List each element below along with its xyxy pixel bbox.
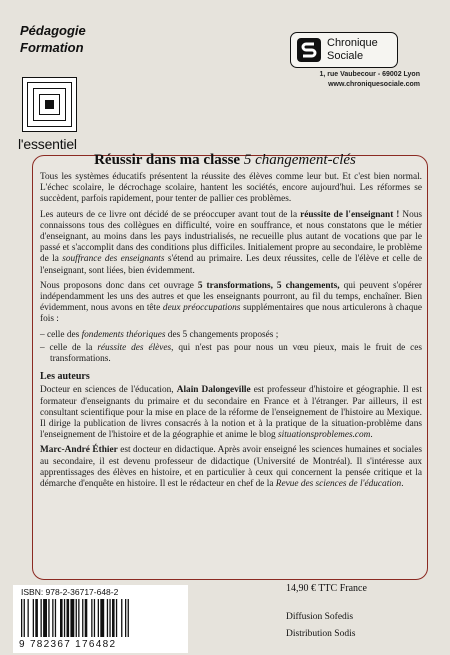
publisher-name-line2: Sociale [327, 50, 364, 62]
barcode-bar [125, 599, 126, 637]
book-title-main: Réussir dans ma classe [94, 152, 241, 168]
series-block [20, 22, 130, 56]
barcode-digits: 9 782367 176482 [19, 639, 117, 650]
publisher-website: www.chroniquesociale.com [328, 81, 420, 88]
list-item: – celle des fondements théoriques des 5 changements proposés ; [40, 329, 279, 340]
barcode-bar [109, 599, 110, 637]
barcode-bar [70, 599, 74, 637]
barcode-bar [33, 599, 34, 637]
authors-heading: Les auteurs [40, 371, 90, 383]
barcode-bar [24, 599, 25, 637]
collection-name: l'essentiel [18, 136, 77, 152]
barcode-bar [28, 599, 29, 637]
barcode-bar [112, 599, 115, 637]
blurb-paragraph-1: Tous les systèmes éducatifs présentent la réussite des élèves comme leur but. Et c'est bien normal. L'échec scolaire, le décrochage scolaire, hantent les sociétés, encore aujourd'hui. Les réformes se succèdent, parfois rapidement, pour tenter de pallier ces problèmes. [40, 172, 422, 205]
diffusion: Diffusion Sofedis [286, 612, 354, 622]
barcode-bar [41, 599, 42, 637]
barcode-bar [60, 599, 63, 637]
isbn: ISBN: 978-2-36717-648-2 [21, 587, 119, 597]
barcode-bar [55, 599, 56, 637]
barcode-bar [52, 599, 53, 637]
publisher-s-icon [297, 38, 321, 62]
barcode-bar [85, 599, 88, 637]
barcode-bar [78, 599, 79, 637]
barcode-bar [35, 599, 38, 637]
barcode-bar [98, 599, 99, 637]
barcode-bar [82, 599, 83, 637]
series-line-pedagogie: Pédagogie [20, 23, 86, 38]
author-1-bio: Docteur en sciences de l'éducation, Alain Dalongeville est professeur d'histoire et géographie. Il est formateur d'enseignants du primaire et du secondaire en France et à l'étranger. Par ailleurs, il est consultant scientifique pour la mise en place de la réforme de l'enseignement de l'histoire au Mexique. Il dirige la publication de livres consacrés à la notion et à la pratique de la situation-problème dans l'enseignement de l'histoire et de la géographie et anime le blog situationsproblemes.com. [40, 385, 422, 441]
barcode-bar [67, 599, 70, 637]
blurb-paragraph-3: Nous proposons donc dans cet ouvrage 5 transformations, 5 changements, qui peuvent s'opérer indépendamment les uns des autres et que les enseignants pourront, au fil du temps, enchaîner. Bien évidemment, nous avons en tête deux préoccupations supplémentaires que nous articulerons à chaque fois : [40, 280, 422, 325]
author-2-bio: Marc-André Éthier est docteur en didactique. Après avoir enseigné les sciences humaines et sociales au secondaire, il est devenu professeur de didactique (Université de Montréal). Il s'intéresse aux apprentissages des élèves en histoire, et en particulier à ceux qui concernent la pensée critique et la démarche d'enquête en histoire. Il est le rédacteur en chef de la Revue des sciences de l'éducation. [40, 445, 422, 490]
publisher-address: 1, rue Vaubecour - 69002 Lyon [319, 71, 420, 78]
back-cover-text [40, 172, 422, 494]
blurb-paragraph-2: Les auteurs de ce livre ont décidé de se préoccuper avant tout de la réussite de l'enseignant ! Nous connaissons tous des collègues en difficulté, voire en souffrance, et nous constatons que le métier d'enseignant, au moins dans les pays industrialisés, ne recueille plus autant de vocations que par le passé et s'accomplit dans des conditions plus difficiles. Initialement propre au secondaire, le problème de la souffrance des enseignants s'étend au primaire. Les deux réussites, celle de l'élève et celle de l'enseignant, sont liées, bien évidemment. [40, 209, 423, 276]
price: 14,90 € TTC France [286, 583, 367, 594]
barcode-bar [21, 599, 22, 637]
book-title [0, 152, 450, 169]
barcode-bar [128, 599, 129, 637]
barcode-bar [107, 599, 108, 637]
book-subtitle: 5 changement-clés [243, 152, 356, 168]
barcode-bar [48, 599, 49, 637]
publisher-logo [290, 32, 398, 68]
series-line-formation: Formation [20, 40, 84, 55]
barcode-bar [116, 599, 117, 637]
barcode-bar [43, 599, 47, 637]
barcode-bar [100, 599, 104, 637]
barcode [13, 585, 188, 653]
barcode-bar [94, 599, 95, 637]
list-item: – celle de la réussite des élèves, qui n'est pas pour nous un vœu pieux, mais le fruit de ces transformations. [40, 342, 422, 365]
distribution: Distribution Sodis [286, 629, 356, 639]
publisher-name-line1: Chronique [327, 37, 378, 49]
barcode-bar [64, 599, 65, 637]
barcode-bars [19, 599, 179, 639]
barcode-bar [76, 599, 77, 637]
barcode-bar [121, 599, 122, 637]
preoccupations-list [40, 330, 422, 366]
collection-logo [22, 77, 77, 132]
barcode-bar [91, 599, 92, 637]
publisher-address-block [290, 70, 420, 90]
